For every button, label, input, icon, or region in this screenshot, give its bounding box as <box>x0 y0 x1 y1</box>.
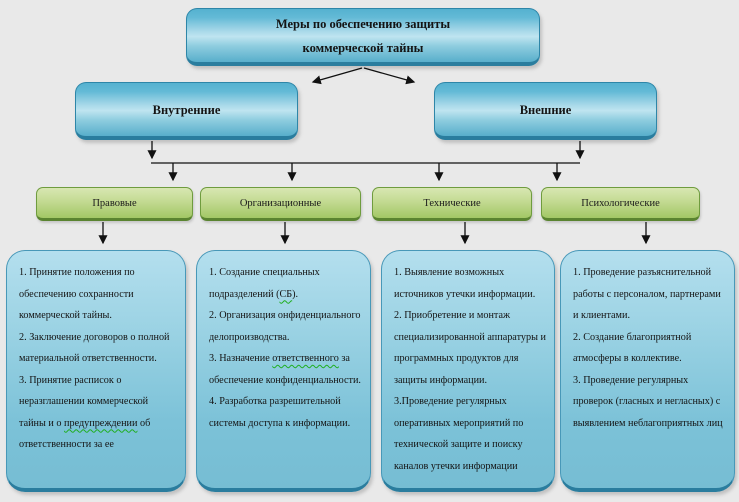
category-box-organizational <box>200 187 361 221</box>
arrow-root-to-internal <box>313 68 362 82</box>
list-item: 2. Приобретение и монтаж специализированной аппаратуры и программных продуктов для защиты информации. <box>394 310 546 386</box>
category-box-psychological <box>541 187 700 221</box>
list-item: 1. Выявление возможных источников утечки информации. <box>394 267 536 300</box>
detail-box-technical <box>381 250 555 492</box>
branch-label: Внешние <box>519 102 572 117</box>
branch-box-external <box>434 82 657 140</box>
category-box-legal <box>36 187 193 221</box>
detail-box-organizational <box>196 250 371 492</box>
list-item: 1. Принятие положения по обеспечению сохранности коммерческой тайны. <box>19 267 135 321</box>
list-item: 2. Создание благоприятной атмосферы в коллективе. <box>573 331 692 364</box>
list-item: 1. Создание специальных подразделений (СБ). <box>209 267 320 300</box>
category-label: Правовые <box>92 197 137 209</box>
misspelled-word: ответственного <box>272 353 339 364</box>
list-item: 2. Организация онфиденциального делопроизводства. <box>209 310 361 343</box>
misspelled-word: предупреждении <box>64 417 138 429</box>
detail-box-psychological <box>560 250 735 492</box>
branch-box-internal <box>75 82 298 140</box>
category-label: Психологические <box>581 197 660 209</box>
list-item: 2. Заключение договоров о полной материальной ответственности. <box>19 331 170 364</box>
list-item: 3.Проведение регулярных оперативных мероприятий по технической защите и поиску каналов утечки информации <box>394 396 524 472</box>
detail-box-legal <box>6 250 186 492</box>
misspelled-word: СБ <box>279 288 293 300</box>
root-box-line2: коммерческой тайны <box>302 40 424 55</box>
root-box <box>186 8 540 66</box>
list-item: 1. Проведение разъяснительной работы с персоналом, партнерами и клиентами. <box>573 267 721 321</box>
list-item: 4. Разработка разрешительной системы доступа к информации. <box>209 396 351 429</box>
list-item: 3. Принятие расписок о неразглашении коммерческой тайны и о предупреждении об ответственности за ее <box>19 374 151 450</box>
list-item: 3. Проведение регулярных проверок (гласных и негласных) с выявлением неблагоприятных лиц <box>573 374 723 429</box>
root-box-line1: Меры по обеспечению защиты <box>275 16 451 31</box>
arrow-root-to-external <box>364 68 414 82</box>
category-label: Технические <box>423 197 481 209</box>
list-item: 3. Назначение ответственного за обеспечение конфиденциальности. <box>209 353 361 386</box>
branch-label: Внутренние <box>152 102 221 117</box>
category-box-technical <box>372 187 532 221</box>
category-label: Организационные <box>239 197 322 209</box>
